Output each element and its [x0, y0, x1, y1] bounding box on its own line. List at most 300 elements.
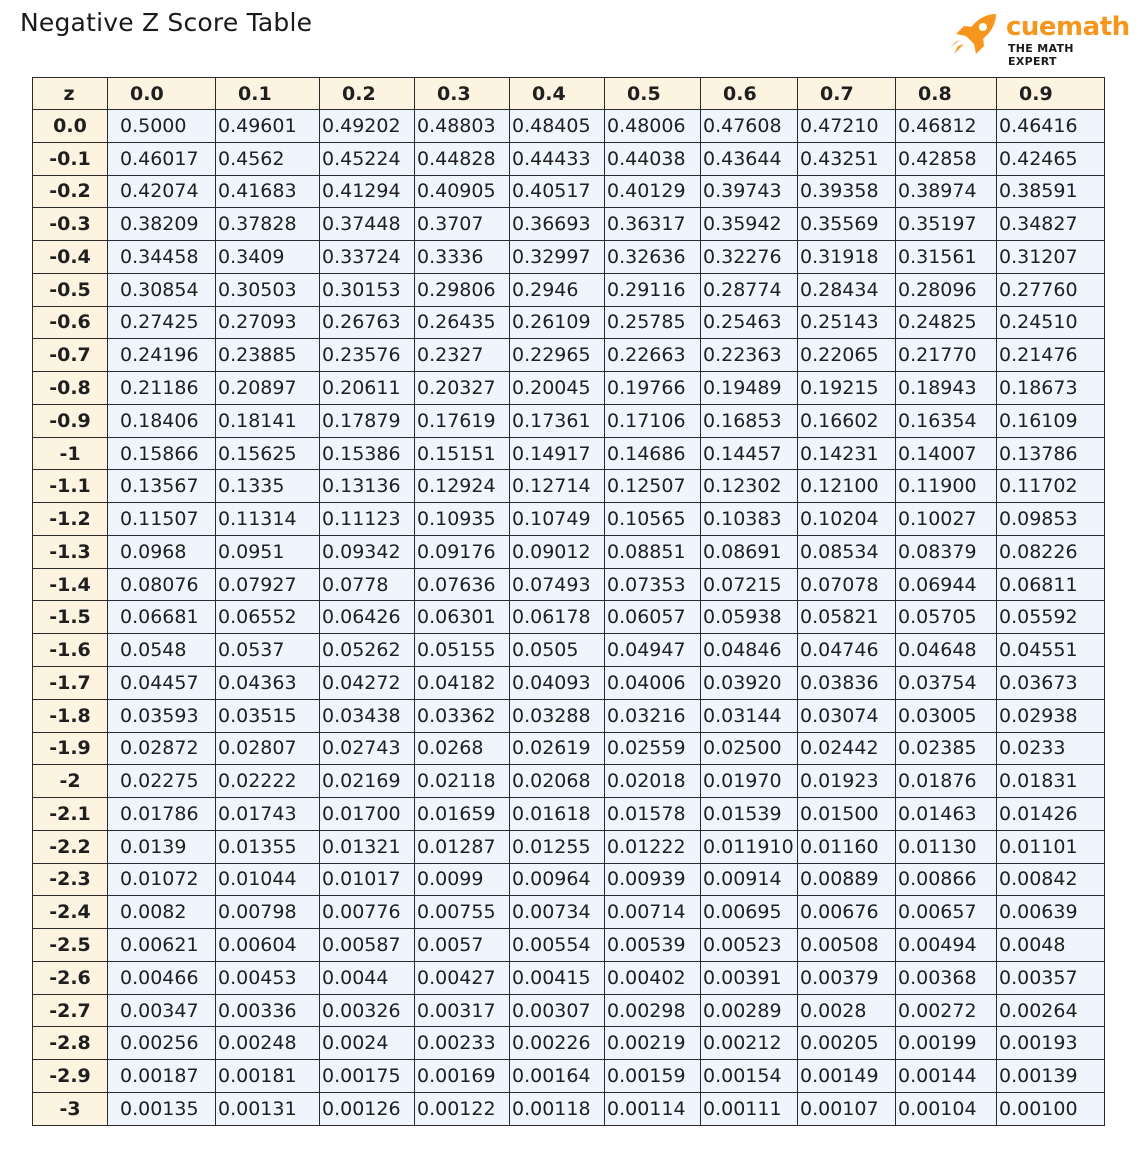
probability-cell: 0.04746	[798, 634, 896, 667]
probability-cell: 0.00776	[320, 896, 415, 929]
probability-cell: 0.08226	[997, 535, 1105, 568]
probability-cell: 0.01426	[997, 798, 1105, 831]
probability-cell: 0.00118	[510, 1092, 605, 1125]
table-row	[33, 896, 1105, 929]
probability-cell: 0.15866	[108, 437, 216, 470]
z-value-cell: -1.3	[33, 535, 108, 568]
probability-cell: 0.02169	[320, 765, 415, 798]
probability-cell: 0.12924	[415, 470, 510, 503]
probability-cell: 0.03074	[798, 699, 896, 732]
probability-cell: 0.04182	[415, 667, 510, 700]
z-value-cell: -0.1	[33, 142, 108, 175]
probability-cell: 0.36693	[510, 208, 605, 241]
probability-cell: 0.00695	[701, 896, 798, 929]
probability-cell: 0.22965	[510, 339, 605, 372]
z-value-cell: -2.5	[33, 929, 108, 962]
table-row	[33, 699, 1105, 732]
probability-cell: 0.08076	[108, 568, 216, 601]
probability-cell: 0.01463	[896, 798, 997, 831]
probability-cell: 0.0082	[108, 896, 216, 929]
probability-cell: 0.00139	[997, 1060, 1105, 1093]
probability-cell: 0.06681	[108, 601, 216, 634]
table-row	[33, 306, 1105, 339]
probability-cell: 0.04457	[108, 667, 216, 700]
probability-cell: 0.02222	[216, 765, 320, 798]
probability-cell: 0.01287	[415, 830, 510, 863]
probability-cell: 0.00256	[108, 1027, 216, 1060]
probability-cell: 0.48803	[415, 110, 510, 143]
z-value-cell: -3	[33, 1092, 108, 1125]
table-row	[33, 961, 1105, 994]
probability-cell: 0.25785	[605, 306, 701, 339]
probability-cell: 0.40517	[510, 175, 605, 208]
z-value-cell: -1.4	[33, 568, 108, 601]
probability-cell: 0.00676	[798, 896, 896, 929]
probability-cell: 0.12507	[605, 470, 701, 503]
probability-cell: 0.32276	[701, 241, 798, 274]
probability-cell: 0.00149	[798, 1060, 896, 1093]
probability-cell: 0.28096	[896, 273, 997, 306]
probability-cell: 0.00734	[510, 896, 605, 929]
probability-cell: 0.36317	[605, 208, 701, 241]
probability-cell: 0.17879	[320, 404, 415, 437]
probability-cell: 0.00466	[108, 961, 216, 994]
probability-cell: 0.38209	[108, 208, 216, 241]
z-value-cell: -1.1	[33, 470, 108, 503]
probability-cell: 0.00427	[415, 961, 510, 994]
probability-cell: 0.00233	[415, 1027, 510, 1060]
table-row	[33, 273, 1105, 306]
probability-cell: 0.0778	[320, 568, 415, 601]
probability-cell: 0.14686	[605, 437, 701, 470]
probability-cell: 0.07215	[701, 568, 798, 601]
probability-cell: 0.00587	[320, 929, 415, 962]
probability-cell: 0.01130	[896, 830, 997, 863]
probability-cell: 0.21770	[896, 339, 997, 372]
z-score-table	[32, 77, 1105, 1126]
probability-cell: 0.26435	[415, 306, 510, 339]
probability-cell: 0.32636	[605, 241, 701, 274]
probability-cell: 0.01044	[216, 863, 320, 896]
probability-cell: 0.00187	[108, 1060, 216, 1093]
probability-cell: 0.14917	[510, 437, 605, 470]
probability-cell: 0.47210	[798, 110, 896, 143]
probability-cell: 0.34827	[997, 208, 1105, 241]
logo-brand: cuemath	[1006, 12, 1130, 42]
probability-cell: 0.11702	[997, 470, 1105, 503]
probability-cell: 0.16602	[798, 404, 896, 437]
probability-cell: 0.04363	[216, 667, 320, 700]
z-value-cell: -0.3	[33, 208, 108, 241]
probability-cell: 0.01160	[798, 830, 896, 863]
z-value-cell: -1	[33, 437, 108, 470]
table-row	[33, 175, 1105, 208]
probability-cell: 0.33724	[320, 241, 415, 274]
z-value-cell: -1.9	[33, 732, 108, 765]
probability-cell: 0.11507	[108, 503, 216, 536]
z-value-cell: -0.5	[33, 273, 108, 306]
probability-cell: 0.00114	[605, 1092, 701, 1125]
probability-cell: 0.06178	[510, 601, 605, 634]
probability-cell: 0.00554	[510, 929, 605, 962]
table-row	[33, 437, 1105, 470]
probability-cell: 0.37448	[320, 208, 415, 241]
probability-cell: 0.02118	[415, 765, 510, 798]
probability-cell: 0.01321	[320, 830, 415, 863]
probability-cell: 0.00264	[997, 994, 1105, 1027]
probability-cell: 0.20327	[415, 372, 510, 405]
probability-cell: 0.00193	[997, 1027, 1105, 1060]
probability-cell: 0.16109	[997, 404, 1105, 437]
probability-cell: 0.49601	[216, 110, 320, 143]
table-row	[33, 568, 1105, 601]
probability-cell: 0.3336	[415, 241, 510, 274]
probability-cell: 0.00100	[997, 1092, 1105, 1125]
z-value-cell: -2.2	[33, 830, 108, 863]
z-value-cell: -0.6	[33, 306, 108, 339]
column-header: 0.8	[896, 78, 997, 110]
probability-cell: 0.02500	[701, 732, 798, 765]
z-value-cell: -2.9	[33, 1060, 108, 1093]
probability-cell: 0.00415	[510, 961, 605, 994]
probability-cell: 0.00164	[510, 1060, 605, 1093]
probability-cell: 0.44828	[415, 142, 510, 175]
z-value-cell: -0.7	[33, 339, 108, 372]
probability-cell: 0.06301	[415, 601, 510, 634]
header-row	[33, 78, 1105, 110]
table-row	[33, 994, 1105, 1027]
probability-cell: 0.42858	[896, 142, 997, 175]
probability-cell: 0.0537	[216, 634, 320, 667]
z-value-cell: -2	[33, 765, 108, 798]
probability-cell: 0.13567	[108, 470, 216, 503]
probability-cell: 0.22663	[605, 339, 701, 372]
probability-cell: 0.0028	[798, 994, 896, 1027]
probability-cell: 0.07636	[415, 568, 510, 601]
probability-cell: 0.01222	[605, 830, 701, 863]
table-row	[33, 863, 1105, 896]
probability-cell: 0.02743	[320, 732, 415, 765]
probability-cell: 0.01700	[320, 798, 415, 831]
probability-cell: 0.00154	[701, 1060, 798, 1093]
probability-cell: 0.00111	[701, 1092, 798, 1125]
column-header: 0.9	[997, 78, 1105, 110]
probability-cell: 0.06426	[320, 601, 415, 634]
probability-cell: 0.28774	[701, 273, 798, 306]
probability-cell: 0.30854	[108, 273, 216, 306]
probability-cell: 0.00621	[108, 929, 216, 962]
probability-cell: 0.04006	[605, 667, 701, 700]
column-header: 0.2	[320, 78, 415, 110]
probability-cell: 0.00379	[798, 961, 896, 994]
probability-cell: 0.00126	[320, 1092, 415, 1125]
probability-cell: 0.00175	[320, 1060, 415, 1093]
probability-cell: 0.03005	[896, 699, 997, 732]
probability-cell: 0.08379	[896, 535, 997, 568]
table-row	[33, 732, 1105, 765]
table-row	[33, 110, 1105, 143]
probability-cell: 0.05592	[997, 601, 1105, 634]
probability-cell: 0.03920	[701, 667, 798, 700]
probability-cell: 0.04551	[997, 634, 1105, 667]
probability-cell: 0.00104	[896, 1092, 997, 1125]
probability-cell: 0.25143	[798, 306, 896, 339]
probability-cell: 0.2946	[510, 273, 605, 306]
probability-cell: 0.01618	[510, 798, 605, 831]
z-value-cell: -1.2	[33, 503, 108, 536]
probability-cell: 0.0057	[415, 929, 510, 962]
probability-cell: 0.16853	[701, 404, 798, 437]
probability-cell: 0.30153	[320, 273, 415, 306]
probability-cell: 0.10565	[605, 503, 701, 536]
probability-cell: 0.08851	[605, 535, 701, 568]
probability-cell: 0.27093	[216, 306, 320, 339]
table-row	[33, 503, 1105, 536]
probability-cell: 0.00272	[896, 994, 997, 1027]
column-header: 0.5	[605, 78, 701, 110]
probability-cell: 0.00842	[997, 863, 1105, 896]
probability-cell: 0.01659	[415, 798, 510, 831]
probability-cell: 0.15386	[320, 437, 415, 470]
probability-cell: 0.00889	[798, 863, 896, 896]
probability-cell: 0.04947	[605, 634, 701, 667]
probability-cell: 0.03362	[415, 699, 510, 732]
probability-cell: 0.26763	[320, 306, 415, 339]
probability-cell: 0.0548	[108, 634, 216, 667]
probability-cell: 0.00135	[108, 1092, 216, 1125]
probability-cell: 0.11314	[216, 503, 320, 536]
probability-cell: 0.0951	[216, 535, 320, 568]
probability-cell: 0.06552	[216, 601, 320, 634]
probability-cell: 0.18673	[997, 372, 1105, 405]
probability-cell: 0.01072	[108, 863, 216, 896]
probability-cell: 0.45224	[320, 142, 415, 175]
z-value-cell: -1.5	[33, 601, 108, 634]
probability-cell: 0.27760	[997, 273, 1105, 306]
probability-cell: 0.49202	[320, 110, 415, 143]
probability-cell: 0.01786	[108, 798, 216, 831]
probability-cell: 0.0268	[415, 732, 510, 765]
probability-cell: 0.04846	[701, 634, 798, 667]
probability-cell: 0.02018	[605, 765, 701, 798]
probability-cell: 0.10749	[510, 503, 605, 536]
probability-cell: 0.21186	[108, 372, 216, 405]
probability-cell: 0.14007	[896, 437, 997, 470]
probability-cell: 0.05155	[415, 634, 510, 667]
probability-cell: 0.10935	[415, 503, 510, 536]
probability-cell: 0.23885	[216, 339, 320, 372]
probability-cell: 0.37828	[216, 208, 320, 241]
probability-cell: 0.48405	[510, 110, 605, 143]
probability-cell: 0.00866	[896, 863, 997, 896]
probability-cell: 0.0024	[320, 1027, 415, 1060]
table-row	[33, 241, 1105, 274]
table-row	[33, 142, 1105, 175]
probability-cell: 0.00298	[605, 994, 701, 1027]
probability-cell: 0.00604	[216, 929, 320, 962]
probability-cell: 0.20045	[510, 372, 605, 405]
cuemath-logo	[946, 10, 1130, 68]
probability-cell: 0.10204	[798, 503, 896, 536]
corner-header: z	[33, 78, 108, 110]
z-value-cell: -2.6	[33, 961, 108, 994]
probability-cell: 0.08534	[798, 535, 896, 568]
probability-cell: 0.3707	[415, 208, 510, 241]
probability-cell: 0.41683	[216, 175, 320, 208]
probability-cell: 0.0048	[997, 929, 1105, 962]
probability-cell: 0.00131	[216, 1092, 320, 1125]
probability-cell: 0.01017	[320, 863, 415, 896]
probability-cell: 0.29116	[605, 273, 701, 306]
probability-cell: 0.01578	[605, 798, 701, 831]
probability-cell: 0.00199	[896, 1027, 997, 1060]
probability-cell: 0.12302	[701, 470, 798, 503]
probability-cell: 0.30503	[216, 273, 320, 306]
probability-cell: 0.00144	[896, 1060, 997, 1093]
probability-cell: 0.00289	[701, 994, 798, 1027]
probability-cell: 0.01255	[510, 830, 605, 863]
probability-cell: 0.00798	[216, 896, 320, 929]
probability-cell: 0.43251	[798, 142, 896, 175]
probability-cell: 0.05821	[798, 601, 896, 634]
probability-cell: 0.07493	[510, 568, 605, 601]
probability-cell: 0.08691	[701, 535, 798, 568]
probability-cell: 0.07353	[605, 568, 701, 601]
probability-cell: 0.44038	[605, 142, 701, 175]
probability-cell: 0.31561	[896, 241, 997, 274]
probability-cell: 0.02938	[997, 699, 1105, 732]
probability-cell: 0.00523	[701, 929, 798, 962]
probability-cell: 0.22363	[701, 339, 798, 372]
probability-cell: 0.03754	[896, 667, 997, 700]
z-value-cell: -0.8	[33, 372, 108, 405]
table-row	[33, 404, 1105, 437]
probability-cell: 0.09853	[997, 503, 1105, 536]
probability-cell: 0.03593	[108, 699, 216, 732]
table-row	[33, 339, 1105, 372]
probability-cell: 0.38591	[997, 175, 1105, 208]
table-row	[33, 798, 1105, 831]
z-value-cell: -0.4	[33, 241, 108, 274]
probability-cell: 0.38974	[896, 175, 997, 208]
z-value-cell: -1.8	[33, 699, 108, 732]
probability-cell: 0.05938	[701, 601, 798, 634]
z-value-cell: -1.7	[33, 667, 108, 700]
probability-cell: 0.06057	[605, 601, 701, 634]
probability-cell: 0.34458	[108, 241, 216, 274]
probability-cell: 0.03216	[605, 699, 701, 732]
logo-tagline: THE MATH EXPERT	[1008, 42, 1074, 68]
probability-cell: 0.00357	[997, 961, 1105, 994]
probability-cell: 0.00964	[510, 863, 605, 896]
probability-cell: 0.00639	[997, 896, 1105, 929]
probability-cell: 0.13136	[320, 470, 415, 503]
probability-cell: 0.10027	[896, 503, 997, 536]
z-value-cell: -2.3	[33, 863, 108, 896]
z-value-cell: 0.0	[33, 110, 108, 143]
probability-cell: 0.01970	[701, 765, 798, 798]
probability-cell: 0.00453	[216, 961, 320, 994]
probability-cell: 0.29806	[415, 273, 510, 306]
probability-cell: 0.00307	[510, 994, 605, 1027]
table-row	[33, 667, 1105, 700]
probability-cell: 0.04272	[320, 667, 415, 700]
probability-cell: 0.18943	[896, 372, 997, 405]
probability-cell: 0.02068	[510, 765, 605, 798]
probability-cell: 0.18141	[216, 404, 320, 437]
probability-cell: 0.15625	[216, 437, 320, 470]
probability-cell: 0.11123	[320, 503, 415, 536]
probability-cell: 0.24825	[896, 306, 997, 339]
probability-cell: 0.00755	[415, 896, 510, 929]
probability-cell: 0.0139	[108, 830, 216, 863]
probability-cell: 0.03144	[701, 699, 798, 732]
table-row	[33, 765, 1105, 798]
probability-cell: 0.5000	[108, 110, 216, 143]
probability-cell: 0.35942	[701, 208, 798, 241]
probability-cell: 0.41294	[320, 175, 415, 208]
probability-cell: 0.17106	[605, 404, 701, 437]
probability-cell: 0.06811	[997, 568, 1105, 601]
probability-cell: 0.4562	[216, 142, 320, 175]
probability-cell: 0.02807	[216, 732, 320, 765]
probability-cell: 0.13786	[997, 437, 1105, 470]
probability-cell: 0.05705	[896, 601, 997, 634]
probability-cell: 0.0968	[108, 535, 216, 568]
probability-cell: 0.1335	[216, 470, 320, 503]
probability-cell: 0.19489	[701, 372, 798, 405]
table-row	[33, 830, 1105, 863]
probability-cell: 0.09176	[415, 535, 510, 568]
probability-cell: 0.00657	[896, 896, 997, 929]
probability-cell: 0.05262	[320, 634, 415, 667]
table-row	[33, 470, 1105, 503]
z-value-cell: -2.1	[33, 798, 108, 831]
probability-cell: 0.43644	[701, 142, 798, 175]
probability-cell: 0.32997	[510, 241, 605, 274]
probability-cell: 0.0099	[415, 863, 510, 896]
probability-cell: 0.40905	[415, 175, 510, 208]
probability-cell: 0.09012	[510, 535, 605, 568]
probability-cell: 0.00508	[798, 929, 896, 962]
probability-cell: 0.25463	[701, 306, 798, 339]
probability-cell: 0.26109	[510, 306, 605, 339]
probability-cell: 0.00539	[605, 929, 701, 962]
column-header: 0.1	[216, 78, 320, 110]
column-header: 0.0	[108, 78, 216, 110]
probability-cell: 0.42465	[997, 142, 1105, 175]
probability-cell: 0.14457	[701, 437, 798, 470]
probability-cell: 0.00391	[701, 961, 798, 994]
probability-cell: 0.00122	[415, 1092, 510, 1125]
probability-cell: 0.17361	[510, 404, 605, 437]
probability-cell: 0.18406	[108, 404, 216, 437]
probability-cell: 0.0044	[320, 961, 415, 994]
probability-cell: 0.01831	[997, 765, 1105, 798]
probability-cell: 0.16354	[896, 404, 997, 437]
probability-cell: 0.00347	[108, 994, 216, 1027]
probability-cell: 0.00212	[701, 1027, 798, 1060]
z-value-cell: -0.9	[33, 404, 108, 437]
probability-cell: 0.00368	[896, 961, 997, 994]
probability-cell: 0.00494	[896, 929, 997, 962]
probability-cell: 0.0233	[997, 732, 1105, 765]
probability-cell: 0.07078	[798, 568, 896, 601]
probability-cell: 0.02275	[108, 765, 216, 798]
probability-cell: 0.03836	[798, 667, 896, 700]
probability-cell: 0.00205	[798, 1027, 896, 1060]
probability-cell: 0.03288	[510, 699, 605, 732]
